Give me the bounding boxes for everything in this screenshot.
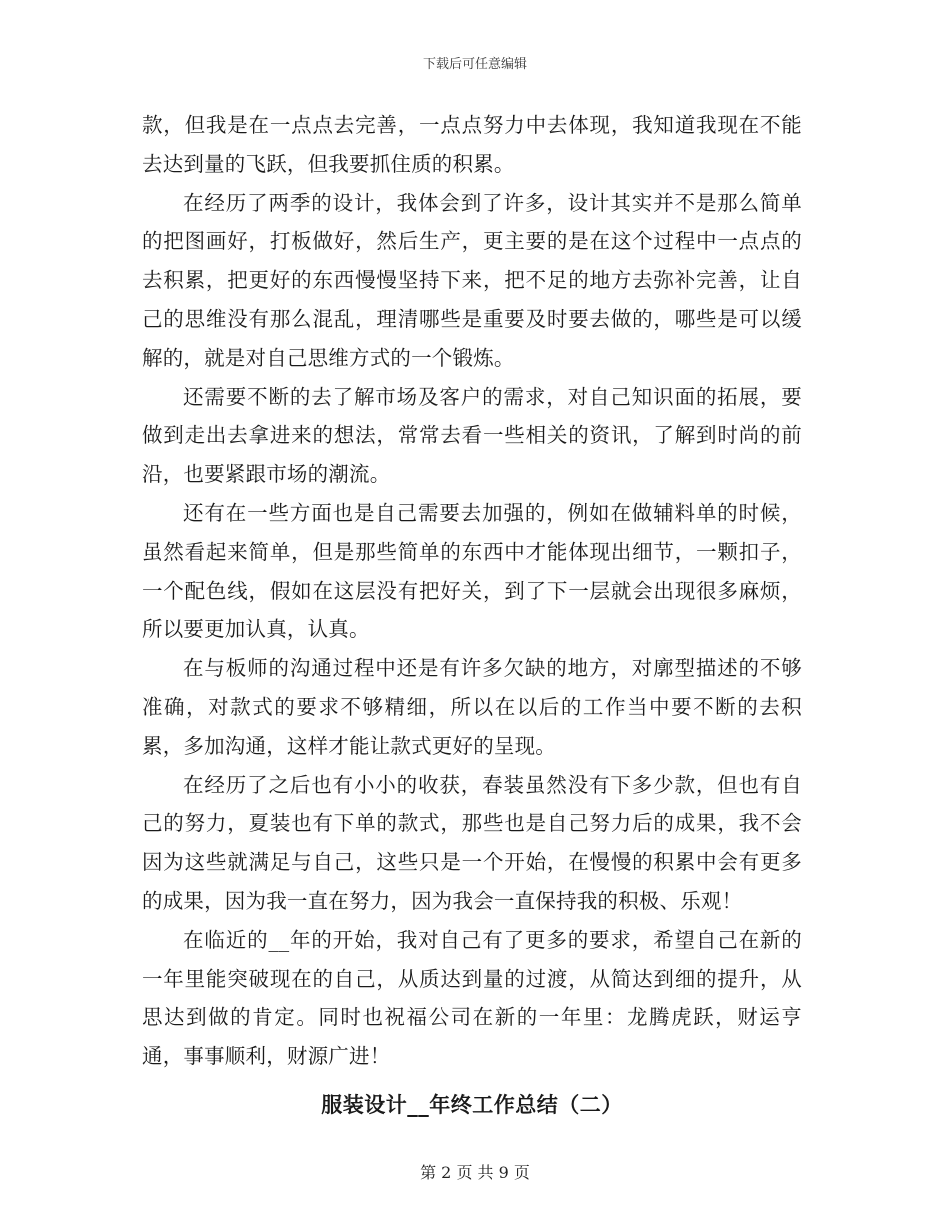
paragraph: 在临近的__年的开始，我对自己有了更多的要求，希望自己在新的一年里能突破现在的自己，从质达到量的过渡，从简达到细的提升，从思达到做的肯定。同时也祝福公司在新的一年里：龙腾虎跃，财运亨通，事事顺利，财源广进！	[142, 927, 802, 1069]
section-title: 服装设计__年终工作总结（二）	[321, 1091, 623, 1117]
paragraph: 还有在一些方面也是自己需要去加强的，例如在做辅料单的时候，虽然看起来简单，但是那些简单的东西中才能体现出细节，一颗扣子，一个配色线，假如在这层没有把好关，到了下一层就会出现很多麻烦，所以要更加认真，认真。	[142, 500, 802, 642]
header-note: 下载后可任意编辑	[422, 57, 527, 72]
paragraph: 在经历了之后也有小小的收获，春装虽然没有下多少款，但也有自己的努力，夏装也有下单的款式，那些也是自己努力后的成果，我不会因为这些就满足与自己，这些只是一个开始，在慢慢的积累中会有更多的成果，因为我一直在努力，因为我会一直保持我的积极、乐观！	[142, 772, 802, 913]
paragraph: 在与板师的沟通过程中还是有许多欠缺的地方，对廓型描述的不够准确，对款式的要求不够精细，所以在以后的工作当中要不断的去积累，多加沟通，这样才能让款式更好的呈现。	[142, 656, 802, 758]
paragraph: 还需要不断的去了解市场及客户的需求，对自己知识面的拓展，要做到走出去拿进来的想法，常常去看一些相关的资讯，了解到时尚的前沿，也要紧跟市场的潮流。	[142, 384, 802, 487]
paragraph-continuation: 款，但我是在一点点去完善，一点点努力中去体现，我知道我现在不能去达到量的飞跃，但我要抓住质的积累。	[142, 113, 802, 176]
document-body	[142, 106, 802, 1120]
page-number: 第 2 页 共 9 页	[420, 1163, 530, 1182]
paragraph: 在经历了两季的设计，我体会到了许多，设计其实并不是那么简单的把图画好，打板做好，然后生产，更主要的是在这个过程中一点点的去积累，把更好的东西慢慢坚持下来，把不足的地方去弥补完善，让自己的思维没有那么混乱，理清哪些是重要及时要去做的，哪些是可以缓解的，就是对自己思维方式的一个锻炼。	[142, 190, 802, 370]
